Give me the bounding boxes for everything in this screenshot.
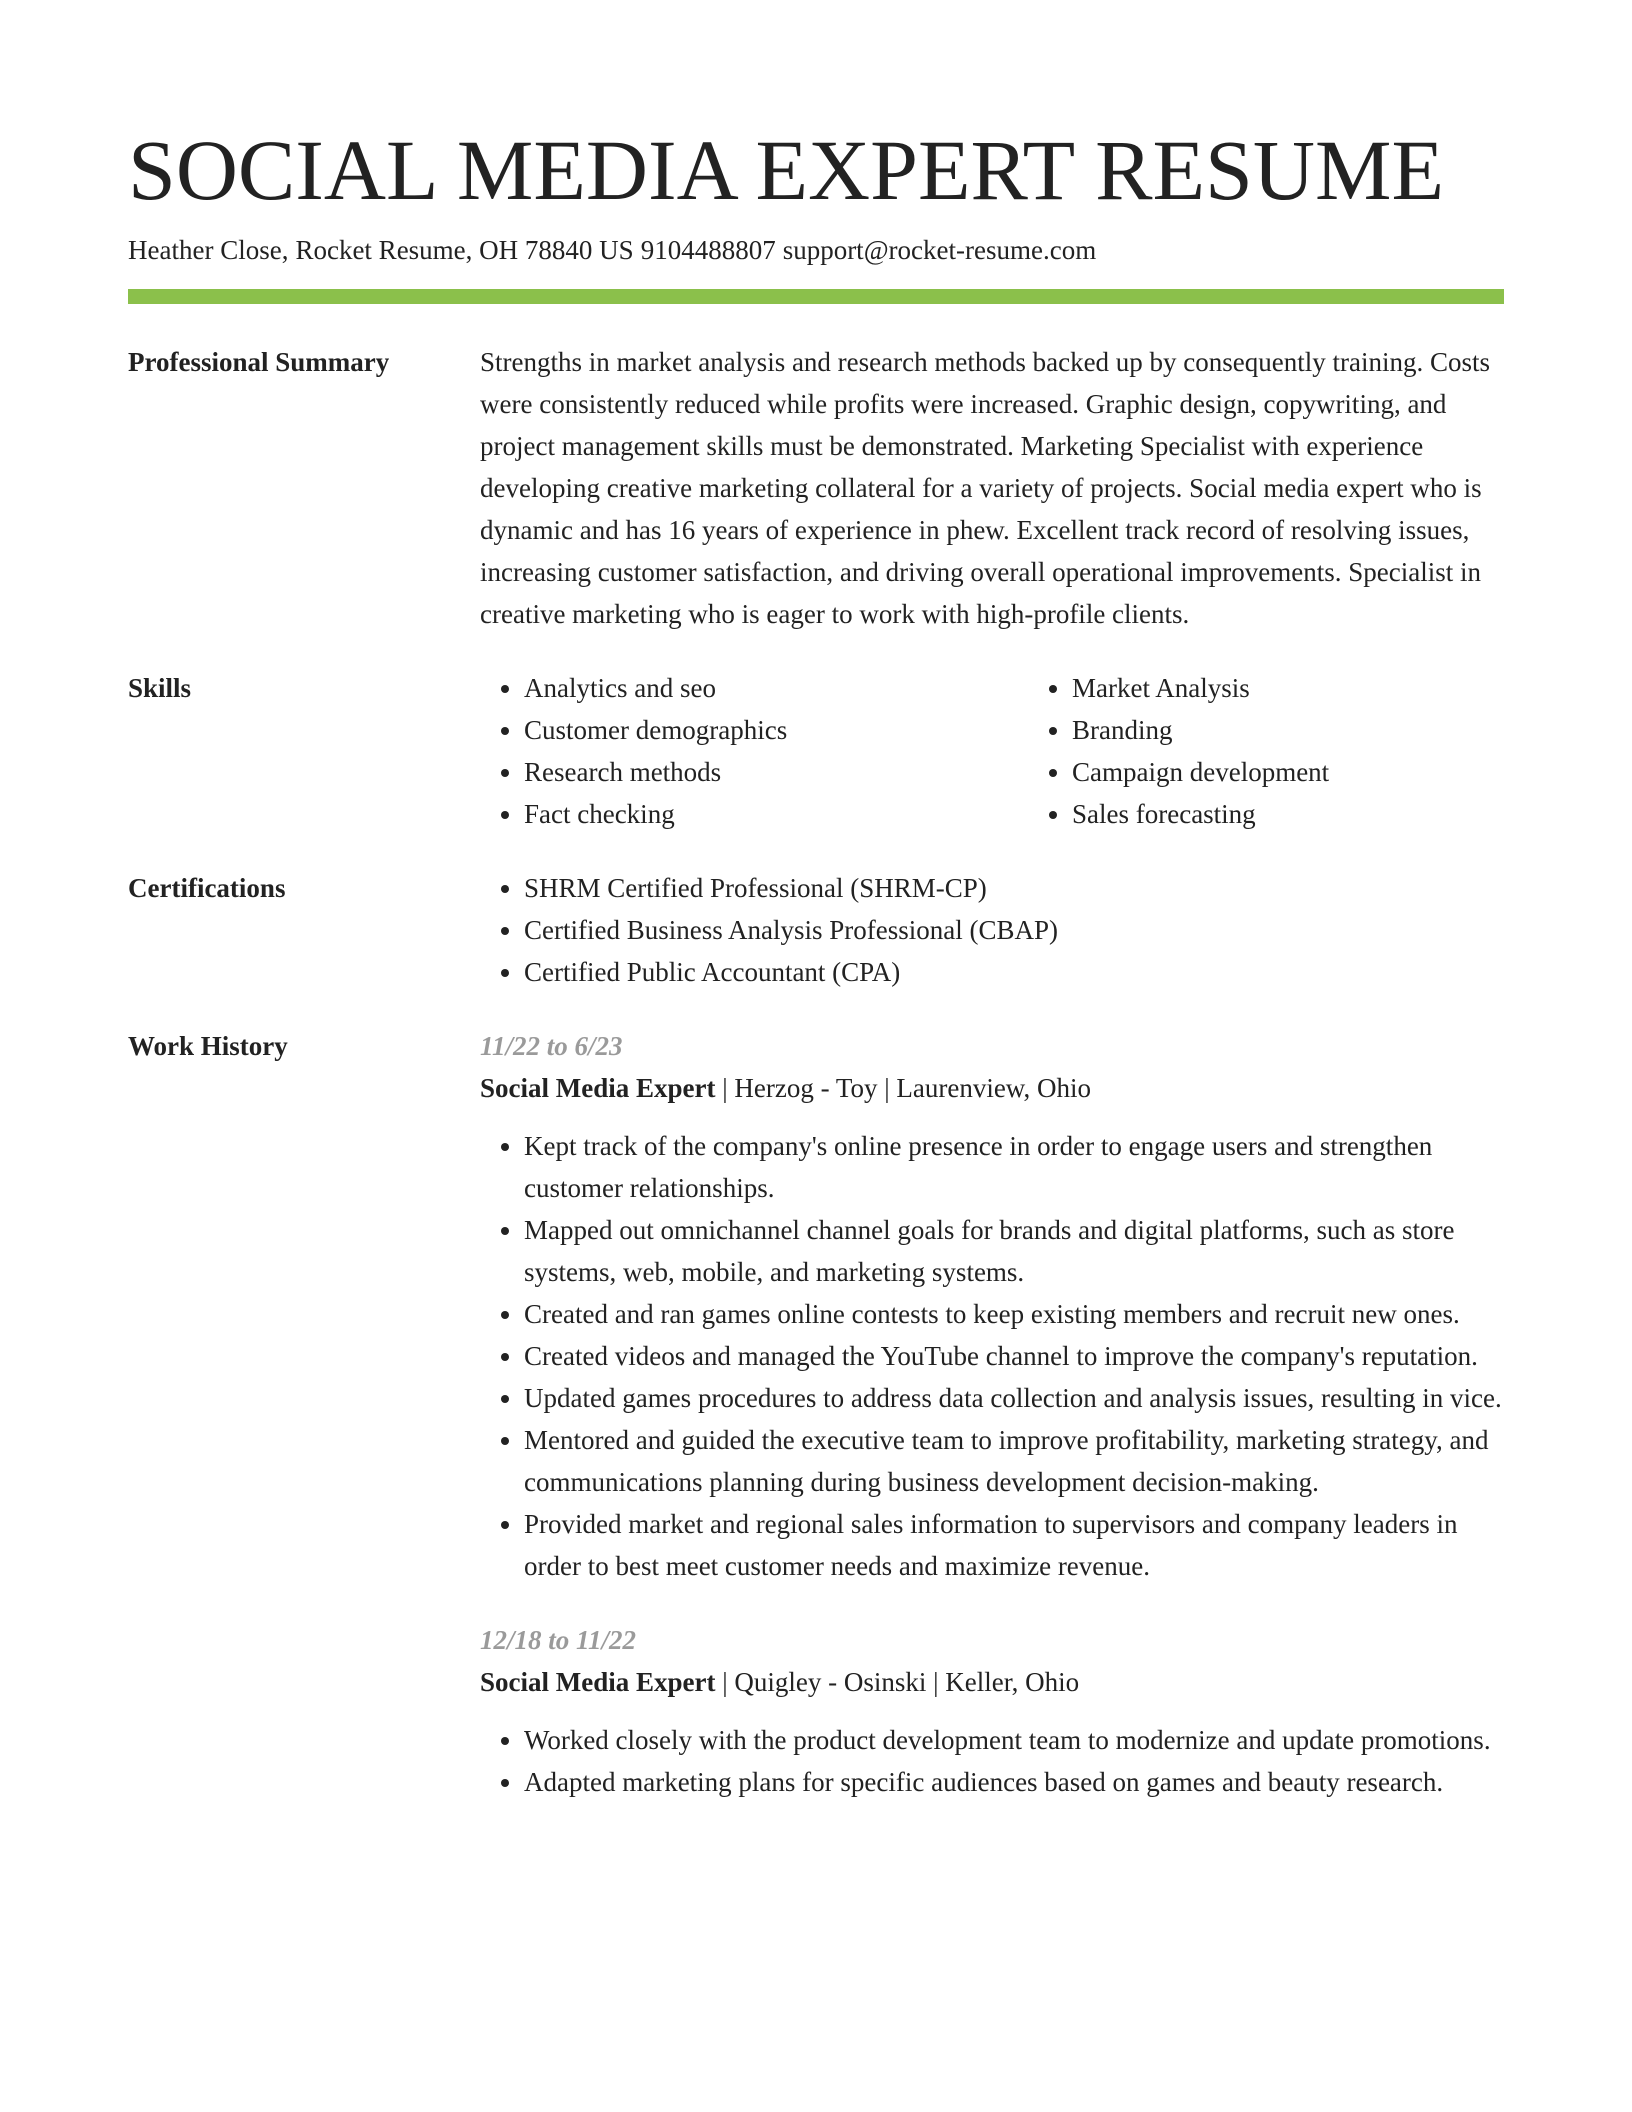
- skills-list-right: [1028, 667, 1576, 835]
- skill-item: • Branding: [1072, 709, 1576, 751]
- page-title: SOCIAL MEDIA EXPERT RESUME: [128, 122, 1444, 218]
- skill-item: • Sales forecasting: [1072, 793, 1576, 835]
- job-bullet: • Created videos and managed the YouTube channel to improve the company's reputation.: [524, 1335, 1504, 1377]
- job-bullet: • Mapped out omnichannel channel goals for brands and digital platforms, such as store systems, web, mobile, and marketing systems.: [524, 1209, 1504, 1293]
- contact-location: Rocket Resume, OH 78840 US: [295, 235, 634, 265]
- skill-item: • Customer demographics: [524, 709, 1028, 751]
- certification-item: • Certified Public Accountant (CPA): [524, 951, 1504, 993]
- job-details: | Herzog - Toy | Laurenview, Ohio: [715, 1073, 1092, 1103]
- job-bullet: • Kept track of the company's online presence in order to engage users and strengthen customer relationships.: [524, 1125, 1504, 1209]
- skill-item: • Analytics and seo: [524, 667, 1028, 709]
- work-history-heading: Work History: [128, 1031, 288, 1061]
- contact-name: Heather Close,: [128, 235, 289, 265]
- skill-item: • Research methods: [524, 751, 1028, 793]
- certifications-section: [128, 867, 1504, 993]
- job-header: [480, 1661, 1504, 1703]
- skills-section: [128, 667, 1504, 835]
- job-bullet: • Adapted marketing plans for specific audiences based on games and beauty research.: [524, 1761, 1504, 1803]
- job-dates: 11/22 to 6/23: [480, 1031, 623, 1061]
- certifications-body: [480, 867, 1504, 993]
- job-bullets: [480, 1719, 1504, 1803]
- job-bullet: • Mentored and guided the executive team to improve profitability, marketing strategy, and communications planning during business development decision-making.: [524, 1419, 1504, 1503]
- job-bullet: • Created and ran games online contests to keep existing members and recruit new ones.: [524, 1293, 1504, 1335]
- summary-text: Strengths in market analysis and research methods backed up by consequently training. Costs were consistently reduced while profits were increased. Graphic design, copywriting, and project management skills must be demonstrated. Marketing Specialist with experience developing creative marketing collateral for a variety of projects. Social media expert who is dynamic and has 16 years of experience in phew. Excellent track record of resolving issues, increasing customer satisfaction, and driving overall operational improvements. Specialist in creative marketing who is eager to work with high-profile clients.: [480, 347, 1491, 629]
- summary-section: [128, 341, 1504, 635]
- work-history-body: [480, 1025, 1504, 1835]
- contact-email: support@rocket-resume.com: [782, 235, 1097, 265]
- job-header: [480, 1067, 1504, 1109]
- summary-body: [480, 341, 1504, 635]
- certifications-heading: Certifications: [128, 873, 286, 903]
- summary-heading: Professional Summary: [128, 347, 390, 377]
- job-details: | Quigley - Osinski | Keller, Ohio: [715, 1667, 1080, 1697]
- job-entry: [480, 1025, 1504, 1587]
- resume-page: [128, 118, 1504, 1867]
- work-history-section: [128, 1025, 1504, 1835]
- skills-list-left: [480, 667, 1028, 835]
- job-bullet: • Provided market and regional sales information to supervisors and company leaders in order to best meet customer needs and maximize revenue.: [524, 1503, 1504, 1587]
- skills-grid: [480, 667, 1576, 835]
- job-bullet: • Updated games procedures to address data collection and analysis issues, resulting in vice.: [524, 1377, 1504, 1419]
- job-dates: 12/18 to 11/22: [480, 1625, 637, 1655]
- job-bullet: • Worked closely with the product development team to modernize and update promotions.: [524, 1719, 1504, 1761]
- job-title: Social Media Expert: [480, 1073, 716, 1103]
- skill-item: • Campaign development: [1072, 751, 1576, 793]
- contact-info: [128, 230, 1504, 270]
- skill-item: • Fact checking: [524, 793, 1028, 835]
- accent-divider: [128, 289, 1504, 304]
- certification-item: • Certified Business Analysis Professional (CBAP): [524, 909, 1504, 951]
- skills-body: [480, 667, 1576, 835]
- skill-item: • Market Analysis: [1072, 667, 1576, 709]
- skills-heading: Skills: [128, 673, 192, 703]
- contact-phone: 9104488807: [640, 235, 776, 265]
- certification-item: • SHRM Certified Professional (SHRM-CP): [524, 867, 1504, 909]
- job-title: Social Media Expert: [480, 1667, 716, 1697]
- certifications-list: [480, 867, 1504, 993]
- job-entry: [480, 1619, 1504, 1803]
- job-bullets: [480, 1125, 1504, 1587]
